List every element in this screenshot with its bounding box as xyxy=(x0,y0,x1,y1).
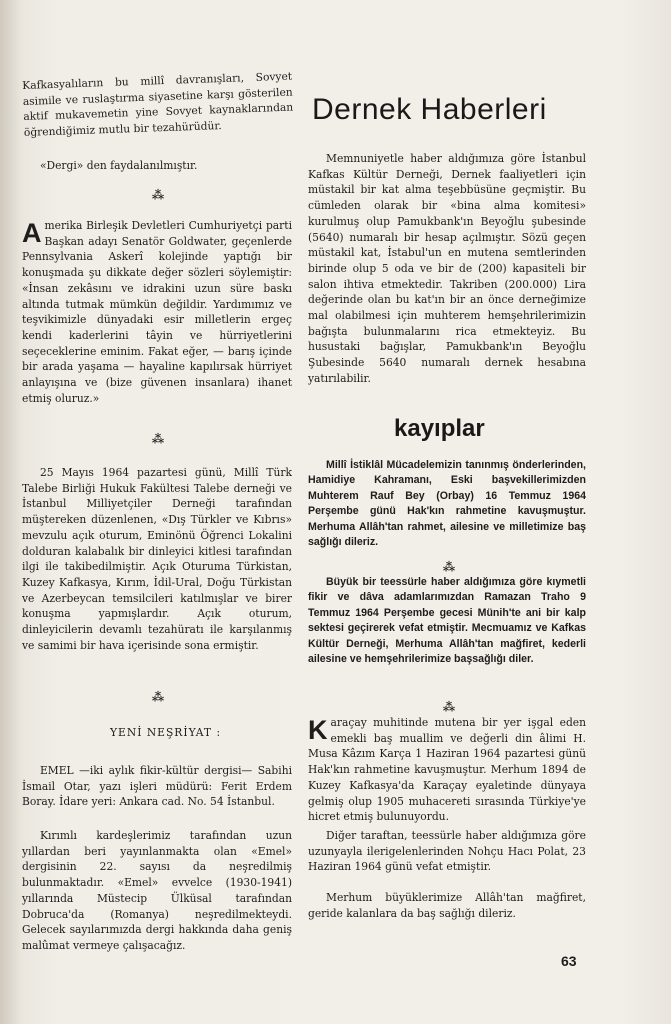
drop-cap-a: A xyxy=(22,218,42,248)
dergi-source-line: «Dergi» den faydalanılmıştır. xyxy=(40,159,198,172)
section-separator: ⁂ xyxy=(442,700,454,714)
yeni-nesriyat-heading: YENİ NEŞRİYAT : xyxy=(110,726,222,739)
kafkasya-paragraph: Kafkasyalıların bu millî davranışları, Sovyet asimile ve ruslaştırma siyasetine karşı gösterilen aktif mukavemetin yine Sovyet kaynaklarından öğrendiğimiz mutlu bir tezahürüdür. xyxy=(22,69,294,140)
karca-text: araçay muhitinde mutena bir yer işgal eden emekli baş muallim ve değerli din âlimi H. Musa Kâzım Karça 1 Haziran 1964 pazartesi günü Hak'kın rahmetine kavuşmuştur. Merhum 1894 de Kuzey Kafkasya'da Karaçay eyaletinde dünyaya gelmiş olup 1905 muhacereti sırasında Türkiye'ye hicret etmiş bulunuyordu. xyxy=(308,716,586,824)
emel-info-paragraph: EMEL —iki aylık fikir-kültür dergisi— Sabihi İsmail Otar, yazı işleri müdürü: Ferit Erdem Boray. İdare yeri: Ankara cad. No. 54 İstanbul. xyxy=(22,764,292,809)
hacı-polat-paragraph: Diğer taraftan, teessürle haber aldığımıza göre uzunyayla ilerigelenlerinden Nohçu Hacı Polat, 23 Haziran 1964 günü vefat etmiştir. xyxy=(308,829,586,874)
section-separator: ⁂ xyxy=(151,432,163,446)
goldwater-paragraph xyxy=(22,218,292,406)
acik-oturum-paragraph: 25 Mayıs 1964 pazartesi günü, Millî Türk Talebe Birliği Hukuk Fakültesi Talebe derneği ve İstanbul Milliyetçiler Derneği tarafından müştereken düzenlenen, «Dış Türkler ve Kıbrıs» mevzulu açık oturum, Eminönü Öğrenci Lokalini dolduran kalabalık bir dinleyici kitlesi tarafından ilgi ile takibedilmiştir. Açık Oturuma Türkistan, Kuzey Kafkasya, Kırım, İdil-Ural, Doğu Türkistan ve Azerbeycan temsilcileri katılmışlar ve birer konuşma yapmışlardır. Açık oturum, dinleyicilerin devamlı tezahüratı ile karşılanmış ve samimi bir hava içerisinde sona ermiştir. xyxy=(22,466,292,652)
dernek-news-paragraph: Memnuniyetle haber aldığımıza göre İstanbul Kafkas Kültür Derneği, Dernek faaliyetleri için müstakil bir kat alma teşebbüsüne geçmiştir. Bu cümleden olarak bir «bina alma komitesi» kurulmuş olup Pamukbank'ın Beyoğlu şubesinde (5640) numaralı bir hesap açılmıştır. Sözü geçen müstakil kat, İstabul'un en mutena semtlerinden birinde olup 5 oda ve bir de (200) kapasiteli bir salon ihtiva etmektedir. Takriben (200.000) Lira değerinde olan bu kat'ın bir an önce derneğimize mal olabilmesi için muhterem hemşehrilerimizin bağışta bulunmalarını rica etmekteyiz. Bu husustaki bağışlar, Pamukbank'ın Beyoğlu Şubesinde 5640 numaralı dernek hesabına yatırılabilir. xyxy=(308,152,586,385)
section-separator: ⁂ xyxy=(151,690,163,704)
rauf-orbay-obituary: Millî İstiklâl Mücadelemizin tanınmış önderlerinden, Hamidiye Kahramanı, Eski başvekillerimizden Muhterem Rauf Bey (Orbay) 16 Temmuz 1964 Perşembe günü Hak'kın rahmetine kavuşmuştur. Merhuma Allâh'tan rahmet, ailesine ve milletimize baş sağlığı dileriz. xyxy=(308,459,586,549)
page-number: 63 xyxy=(561,953,577,969)
goldwater-text: merika Birleşik Devletleri Cumhuriyetçi parti Başkan adayı Senatör Goldwater, geçenlerde Pennsylvania Askerî kolejinde yaptığı bir konuşmada şu dikkate değer sözleri söylemiştir: «İnsan zekâsını ve idrakini uzun süre baskı altında tutmak mümkün değildir. Yardımımız ve teşvikimizle dünyadaki esir milletlerin ergeç kendi kaderlerini tâyin ve hürriyetlerini seçeceklerine eminim. Fakat eğer, — barış içinde bir arada yaşama — hayaline kapılırsak hürriyet anlayışına ve (bize güvenen insanlara) ihanet etmiş oluruz.» xyxy=(22,219,292,405)
ramazan-traho-obituary: Büyük bir teessürle haber aldığımıza göre kıymetli fikir ve dâva adamlarımızdan Ramazan Traho 9 Temmuz 1964 Perşembe gecesi Münih'te ani bir kalp sektesi geçirerek vefat etmiştir. Mecmuamız ve Kafkas Kültür Derneği, Merhuma Allâh'tan mağfiret, kederli ailesine ve hemşehrilerimize başsağlığı diler. xyxy=(308,576,586,666)
karca-obituary xyxy=(308,715,586,825)
condolence-paragraph: Merhum büyüklerimize Allâh'tan mağfiret, geride kalanlara da baş sağlığı dileriz. xyxy=(308,891,586,920)
drop-cap-k: K xyxy=(308,715,328,745)
section-separator: ⁂ xyxy=(151,188,163,202)
dernek-haberleri-title: Dernek Haberleri xyxy=(312,93,547,126)
kayiplar-title: kayıplar xyxy=(394,415,485,442)
emel-history-paragraph: Kırımlı kardeşlerimiz tarafından uzun yıllardan beri yayınlanmakta olan «Emel» dergisinin 22. sayısı da neşredilmiş bulunmaktadır. «Emel» evvelce (1930-1941) yıllarında Müstecip Ülküsal tarafından Dobruca'da (Romanya) neşredilmekteydi. Gelecek sayılarımızda dergi hakkında daha geniş malûmat vermeye çalışacağız. xyxy=(22,829,292,952)
section-separator: ⁂ xyxy=(442,560,454,574)
